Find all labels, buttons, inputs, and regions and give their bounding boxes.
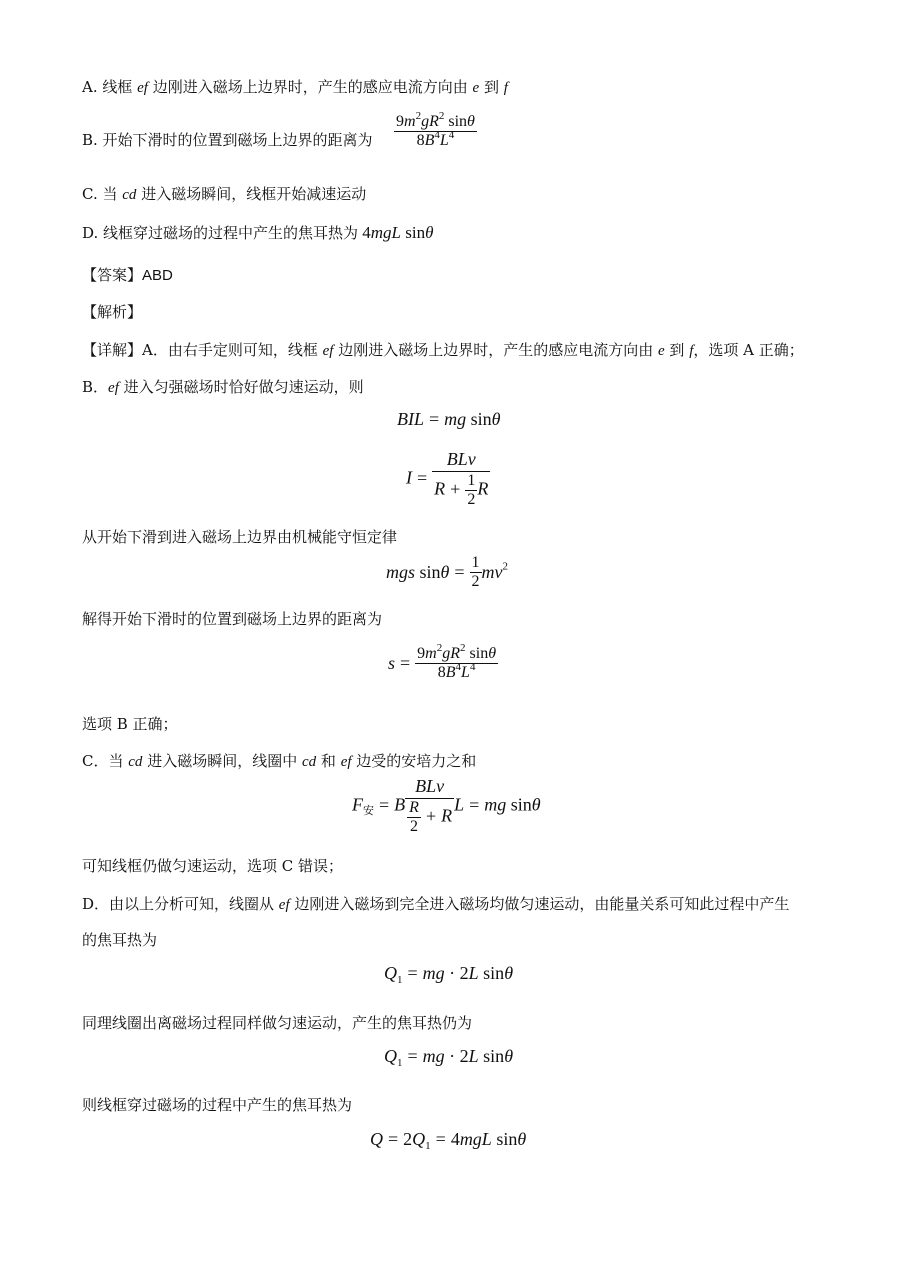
fraction: $\frac{1}{2}$ [471, 554, 480, 590]
fraction: $\frac{9m^2gR^2 \sin\theta}{8B^4L^4}$ [417, 642, 497, 681]
option-d: D. 线框穿过磁场的过程中产生的焦耳热为 4mgL sinθ [82, 223, 434, 242]
detail-line-d: D．由以上分析可知，线圈从 ef 边刚进入磁场到完全进入磁场均做匀速运动，由能量关系可知此过程中产生 [82, 895, 790, 913]
equation-energy-conservation: mgs sinθ = $\frac{1}{2}$ $mv^2$ [386, 554, 509, 590]
analysis-heading: 【解析】 [82, 303, 143, 321]
detail-line-b: B．ef 进入匀强磁场时恰好做匀速运动，则 [82, 378, 364, 396]
option-c: C. 当 cd 进入磁场瞬间，线框开始减速运动 [82, 185, 367, 203]
option-b-formula [394, 110, 477, 150]
detail-line-energy: 从开始下滑到进入磁场上边界由机械能守恒定律 [82, 528, 398, 546]
detail-line-exit: 同理线圈出离磁场过程同样做匀速运动，产生的焦耳热仍为 [82, 1014, 473, 1032]
detail-line-c-wrong: 可知线框仍做匀速运动，选项 C 错误； [82, 857, 344, 875]
equation-heat-exit: $Q_1$ = mg · 2L sinθ [384, 1046, 514, 1069]
fraction: BLv R + $\frac{1}{2}$ R [434, 449, 489, 508]
detail-line-total: 则线框穿过磁场的过程中产生的焦耳热为 [82, 1096, 353, 1114]
equation-heat-enter: $Q_1$ = mg · 2L sinθ [384, 963, 514, 986]
equation-ampere-force: $F_安 = B$ BLv $\frac{R}{2}$ + R L = mg sinθ [352, 776, 541, 835]
answer-value: ABD [142, 267, 173, 284]
equation-distance: s = $\frac{9m^2gR^2 \sin\theta}{8B^4L^4}$ [388, 642, 497, 681]
equation-ampere-balance: BIL = mg sinθ [397, 409, 501, 429]
detail-line-b-correct: 选项 B 正确； [82, 715, 178, 733]
answer-line: 【答案】ABD [82, 266, 173, 284]
detail-line-solve: 解得开始下滑时的位置到磁场上边界的距离为 [82, 610, 383, 628]
detail-line-d-cont: 的焦耳热为 [82, 931, 158, 949]
equation-heat-total: $Q = 2Q_1 = 4mgL$ sinθ [370, 1129, 527, 1152]
equation-current: I = BLv R + $\frac{1}{2}$ R [406, 449, 489, 508]
detail-line-a: 【详解】A．由右手定则可知，线框 ef 边刚进入磁场上边界时，产生的感应电流方向由 e 到 f，选项 A 正确； [82, 341, 804, 359]
detail-line-c: C．当 cd 进入磁场瞬间，线圈中 cd 和 ef 边受的安培力之和 [82, 752, 477, 770]
option-b: B. 开始下滑时的位置到磁场上边界的距离为 [82, 131, 373, 149]
option-a: A. 线框 ef 边刚进入磁场上边界时，产生的感应电流方向由 e 到 f [82, 78, 508, 96]
fraction: $\frac{9m^2gR^2 \sin\theta}{8B^4L^4}$ [396, 110, 475, 149]
fraction: BLv $\frac{R}{2}$ + R [405, 774, 454, 836]
